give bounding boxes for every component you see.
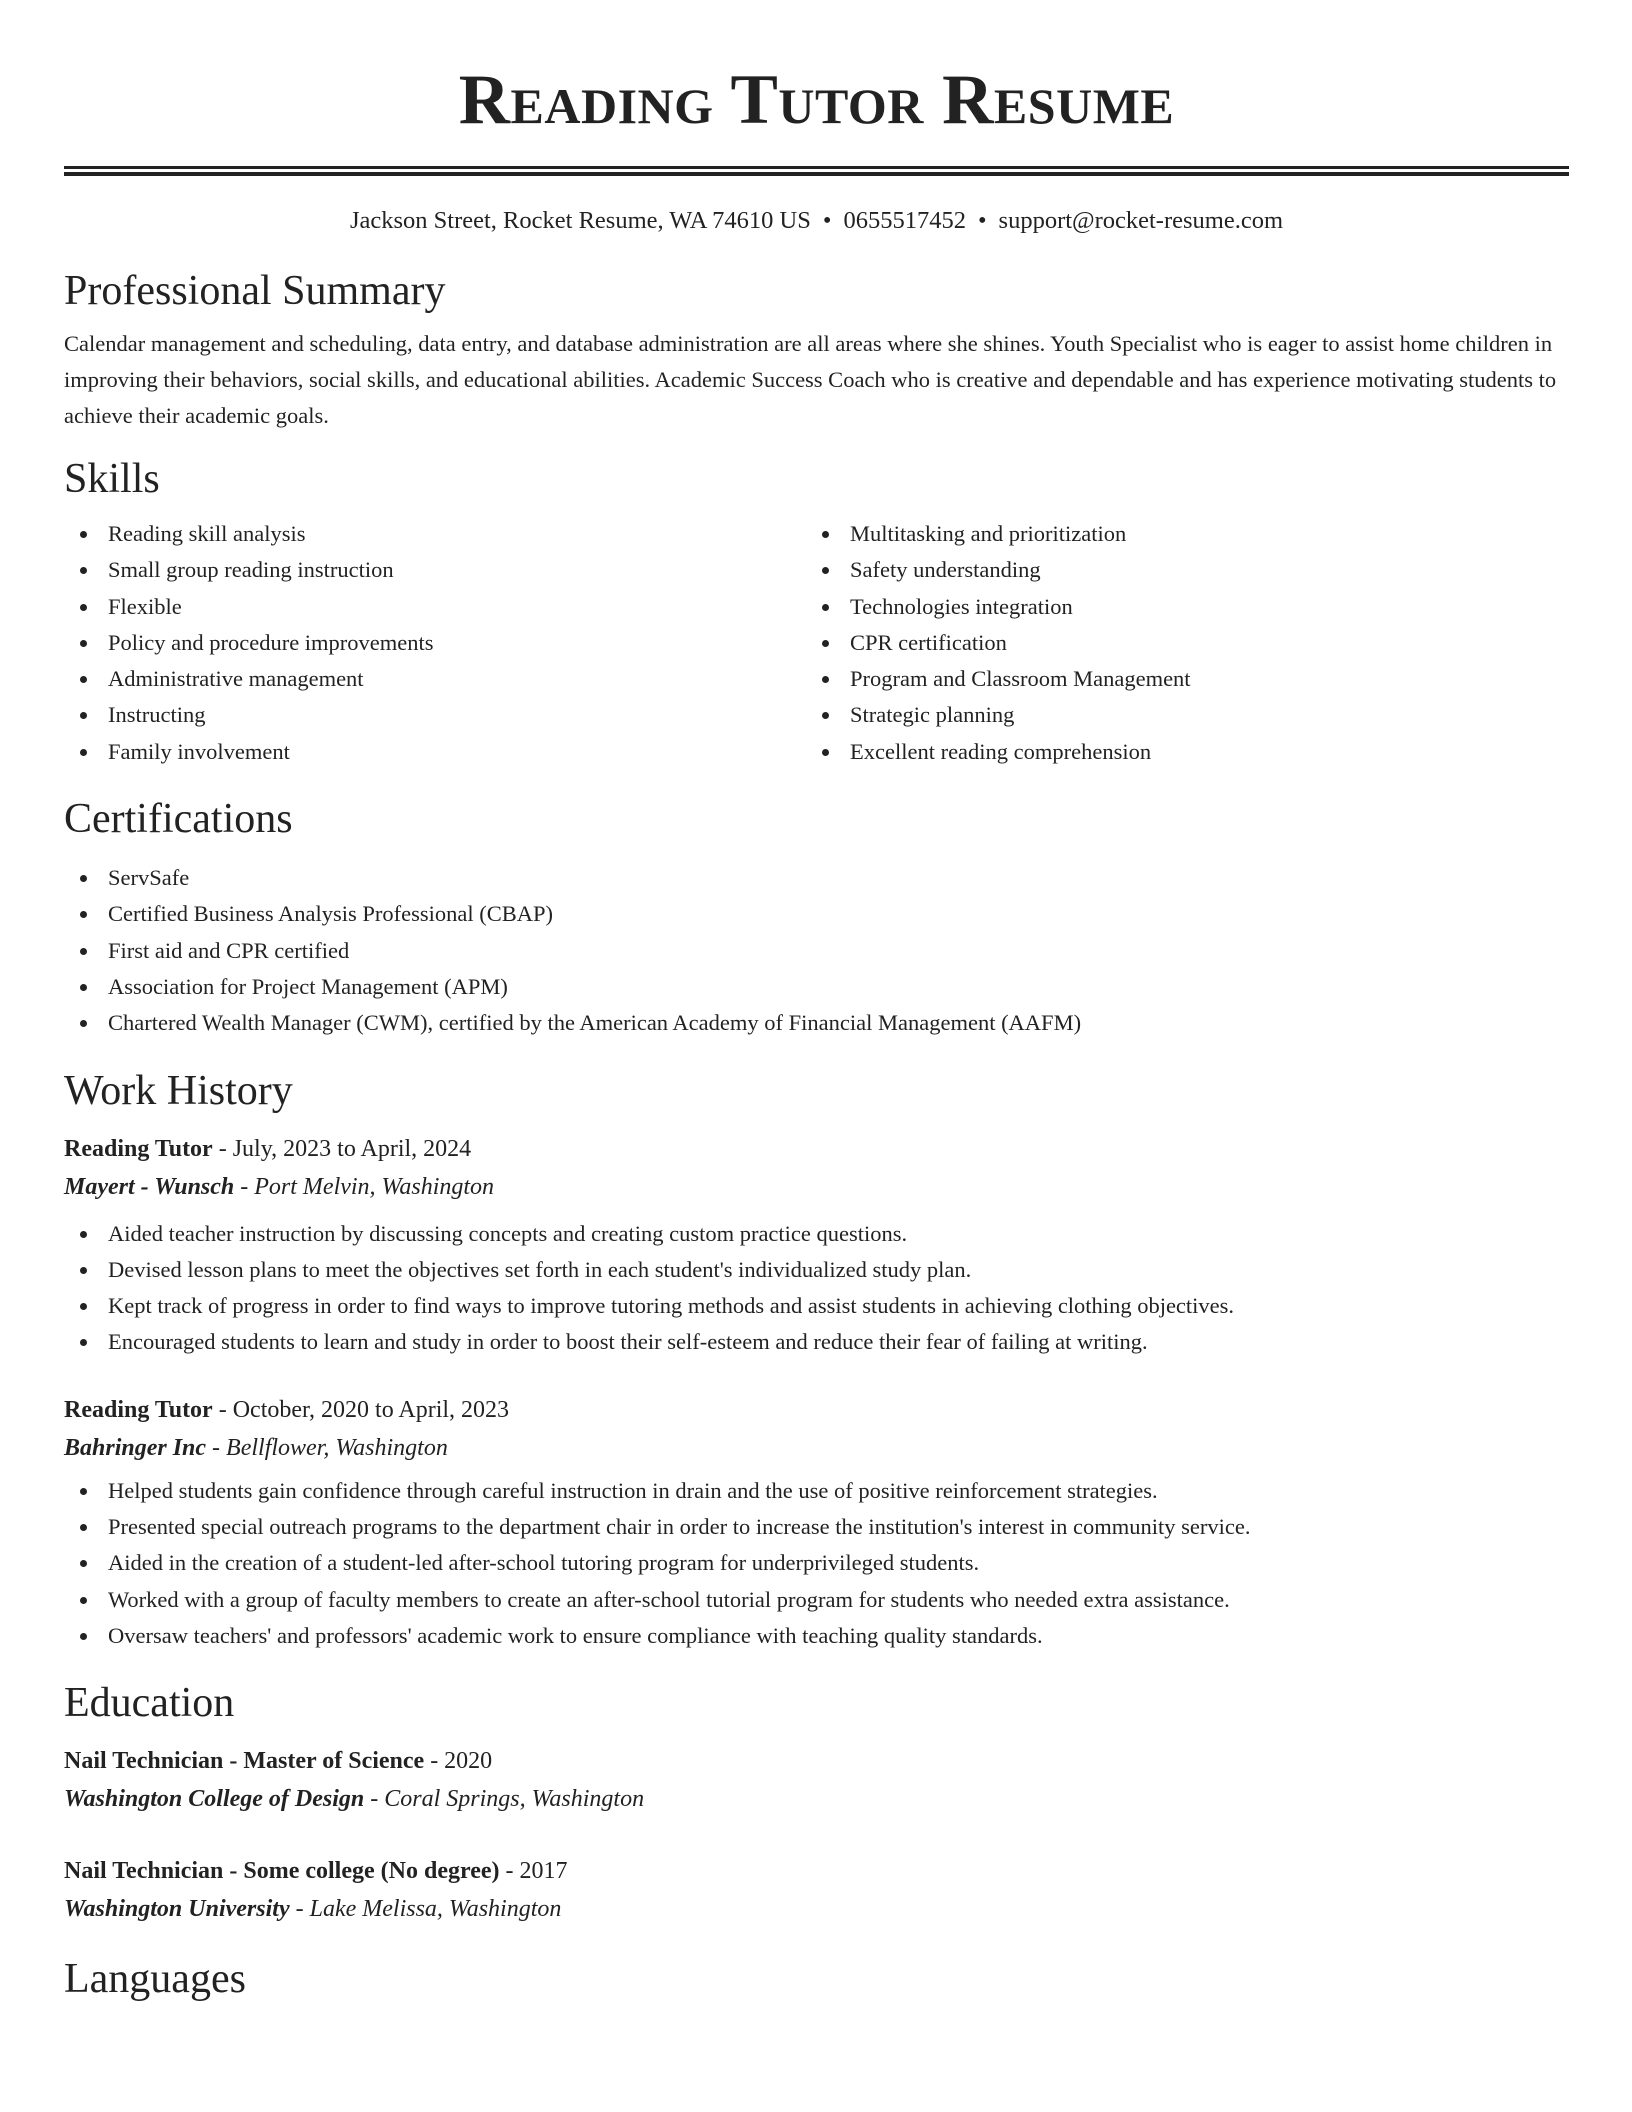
job-bullets — [64, 1216, 1569, 1361]
job-company: Mayert - Wunsch — [64, 1173, 235, 1200]
education-degree: Nail Technician - Master of Science — [64, 1748, 425, 1775]
list-item: Encouraged students to learn and study in order to boost their self-esteem and reduce their fear of failing at writing. — [64, 1324, 1569, 1360]
list-item: Administrative management — [64, 661, 806, 697]
list-item: Strategic planning — [806, 697, 1548, 733]
list-item: Small group reading instruction — [64, 552, 806, 588]
education-degree-line — [64, 1856, 1569, 1886]
contact-address: Jackson Street, Rocket Resume, WA 74610 US — [349, 207, 811, 234]
education-degree: Nail Technician - Some college (No degree) — [64, 1858, 500, 1885]
contact-email[interactable]: support@rocket-resume.com — [998, 207, 1284, 234]
list-item: Flexible — [64, 589, 806, 625]
summary-heading: Professional Summary — [64, 268, 446, 314]
job-entry — [64, 1134, 1569, 1361]
list-item: Safety understanding — [806, 552, 1548, 588]
list-item: Worked with a group of faculty members to create an after-school tutorial program for students who needed extra assistance. — [64, 1582, 1569, 1618]
list-item: Program and Classroom Management — [806, 661, 1548, 697]
certifications-list — [64, 860, 1569, 1041]
list-item: Reading skill analysis — [64, 516, 806, 552]
list-item: ServSafe — [64, 860, 1569, 896]
work-history-heading: Work History — [64, 1067, 293, 1114]
certifications-heading: Certifications — [64, 796, 293, 843]
list-item: CPR certification — [806, 625, 1548, 661]
education-school: Washington College of Design — [64, 1786, 365, 1813]
education-location: - Coral Springs, Washington — [364, 1786, 645, 1813]
job-location: - Bellflower, Washington — [206, 1434, 448, 1461]
list-item: Multitasking and prioritization — [806, 516, 1548, 552]
job-title-line — [64, 1134, 1569, 1164]
job-entry — [64, 1395, 1569, 1654]
list-item: Technologies integration — [806, 589, 1548, 625]
list-item: Presented special outreach programs to the department chair in order to increase the institution's interest in community service. — [64, 1509, 1569, 1545]
job-dates: - October, 2020 to April, 2023 — [212, 1396, 510, 1423]
list-item: Association for Project Management (APM) — [64, 969, 1569, 1005]
skills-columns — [64, 516, 1569, 770]
list-item: Helped students gain confidence through careful instruction in drain and the use of positive reinforcement strategies. — [64, 1473, 1569, 1509]
education-entry — [64, 1746, 1569, 1814]
education-degree-line — [64, 1746, 1569, 1776]
job-company-line — [64, 1433, 1569, 1463]
job-role: Reading Tutor — [64, 1135, 213, 1162]
job-title-line — [64, 1395, 1569, 1425]
job-company-line — [64, 1172, 1569, 1202]
contact-phone: 0655517452 — [843, 207, 966, 234]
education-heading: Education — [64, 1680, 235, 1727]
resume-title: Reading Tutor Resume — [458, 61, 1175, 139]
education-year: - 2017 — [499, 1858, 568, 1885]
list-item: Excellent reading comprehension — [806, 734, 1548, 770]
job-dates: - July, 2023 to April, 2024 — [212, 1135, 472, 1162]
education-location: - Lake Melissa, Washington — [289, 1896, 562, 1923]
languages-heading: Languages — [64, 1956, 246, 2003]
job-role: Reading Tutor — [64, 1396, 213, 1423]
resume-page — [64, 0, 1569, 2004]
title-divider — [64, 166, 1569, 176]
education-school: Washington University — [64, 1896, 290, 1923]
list-item: Instructing — [64, 697, 806, 733]
job-location: - Port Melvin, Washington — [234, 1173, 495, 1200]
list-item: Aided in the creation of a student-led after-school tutoring program for underprivileged students. — [64, 1545, 1569, 1581]
education-school-line — [64, 1784, 1569, 1814]
education-entry — [64, 1856, 1569, 1924]
list-item: Certified Business Analysis Professional (CBAP) — [64, 896, 1569, 932]
summary-text: Calendar management and scheduling, data entry, and database administration are all areas where she shines. Youth Specialist who is eager to assist home children in improving their behaviors, social skills, and educational abilities. Academic Success Coach who is creative and dependable and has experience motivating students to achieve their academic goals. — [64, 331, 1557, 428]
list-item: Kept track of progress in order to find ways to improve tutoring methods and assist students in achieving clothing objectives. — [64, 1288, 1569, 1324]
skills-list-right — [806, 516, 1548, 770]
contact-line — [64, 206, 1569, 236]
contact-separator: • — [977, 207, 987, 234]
list-item: Devised lesson plans to meet the objectives set forth in each student's individualized study plan. — [64, 1252, 1569, 1288]
education-school-line — [64, 1894, 1569, 1924]
education-year: - 2020 — [424, 1748, 493, 1775]
list-item: Oversaw teachers' and professors' academic work to ensure compliance with teaching quality standards. — [64, 1618, 1569, 1654]
skills-list-left — [64, 516, 806, 770]
skills-heading: Skills — [64, 456, 160, 502]
list-item: Policy and procedure improvements — [64, 625, 806, 661]
contact-separator: • — [822, 207, 832, 234]
list-item: Aided teacher instruction by discussing concepts and creating custom practice questions. — [64, 1216, 1569, 1252]
job-company: Bahringer Inc — [64, 1434, 207, 1461]
list-item: Chartered Wealth Manager (CWM), certified by the American Academy of Financial Management (AAFM) — [64, 1005, 1569, 1041]
list-item: First aid and CPR certified — [64, 933, 1569, 969]
list-item: Family involvement — [64, 734, 806, 770]
job-bullets — [64, 1473, 1569, 1654]
